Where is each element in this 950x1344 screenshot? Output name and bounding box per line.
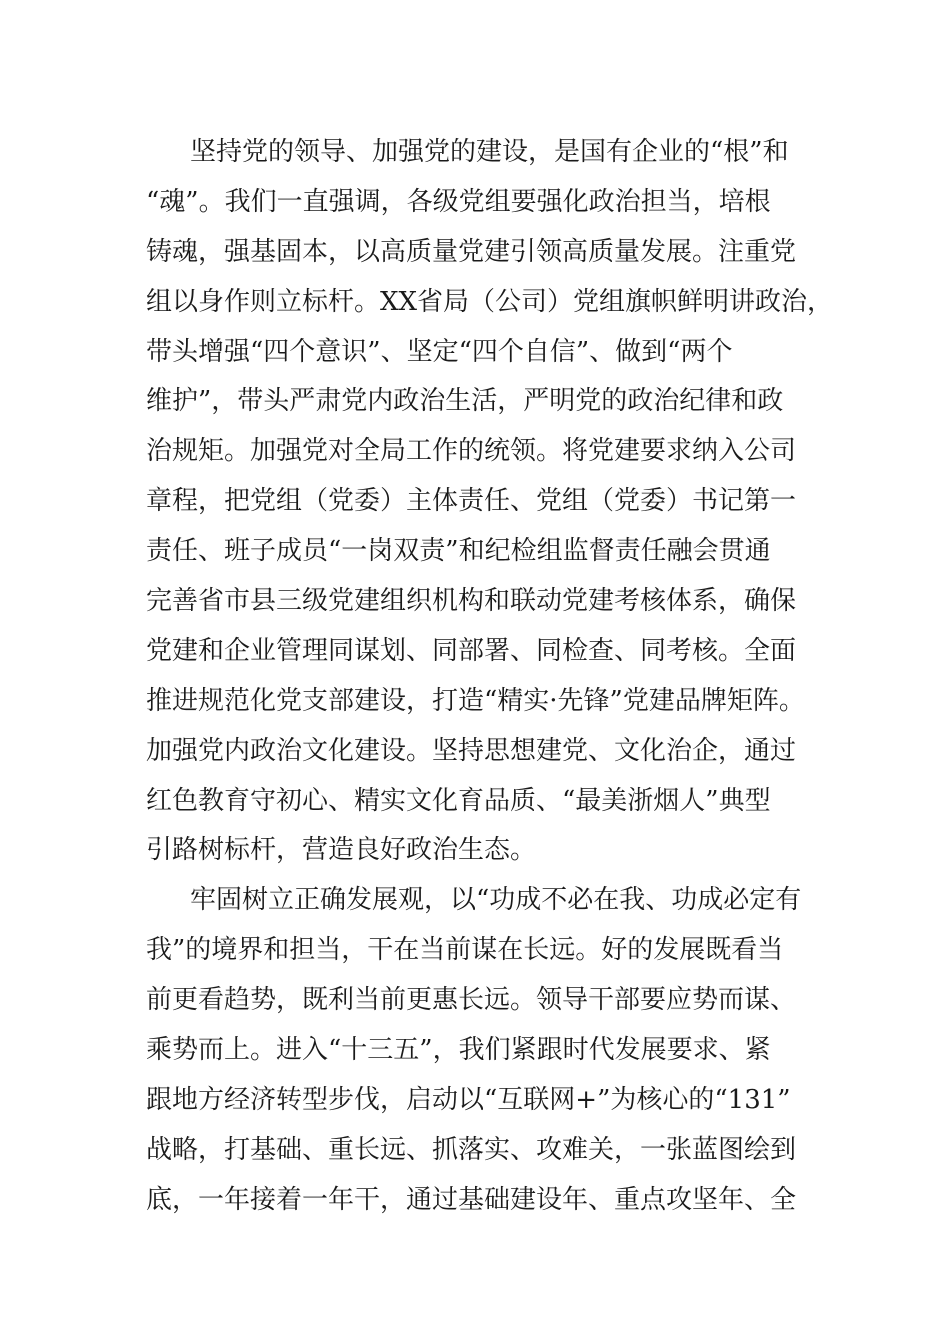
text-line: 铸魂，强基固本，以高质量党建引领高质量发展。注重党 (146, 236, 797, 267)
text-line: 加强党内政治文化建设。坚持思想建党、文化治企，通过 (146, 735, 797, 766)
text-line: 坚持党的领导、加强党的建设，是国有企业的“根”和 (190, 137, 789, 167)
text-line: 章程，把党组（党委）主体责任、党组（党委）书记第一 (146, 486, 797, 517)
text-line: 维护”，带头严肃党内政治生活，严明党的政治纪律和政 (146, 386, 784, 417)
paragraph-2 (146, 876, 836, 1225)
text-line: 前更看趋势，既利当前更惠长远。领导干部要应势而谋、 (146, 985, 797, 1016)
text-line: 推进规范化党支部建设，打造“精实·先锋”党建品牌矩阵。 (146, 685, 805, 716)
paragraph-1 (146, 128, 836, 876)
text-line: 带头增强“四个意识”、坚定“四个自信”、做到“两个 (146, 336, 733, 367)
text-line: 我”的境界和担当，干在当前谋在长远。好的发展既看当 (146, 935, 784, 966)
text-line: 底，一年接着一年干，通过基础建设年、重点攻坚年、全 (146, 1184, 797, 1215)
text-line: 乘势而上。进入“十三五”，我们紧跟时代发展要求、紧 (146, 1035, 771, 1066)
text-line: 完善省市县三级党建组织机构和联动党建考核体系，确保 (146, 586, 797, 617)
text-line: 治规矩。加强党对全局工作的统领。将党建要求纳入公司 (146, 436, 797, 467)
text-line: 引路树标杆，营造良好政治生态。 (146, 835, 537, 866)
text-line: 战略，打基础、重长远、抓落实、攻难关，一张蓝图绘到 (146, 1134, 797, 1165)
document-body (146, 128, 836, 1226)
text-line: “魂”。我们一直强调，各级党组要强化政治担当，培根 (146, 186, 771, 217)
text-line: 党建和企业管理同谋划、同部署、同检查、同考核。全面 (146, 635, 797, 666)
text-line: 红色教育守初心、精实文化育品质、“最美浙烟人”典型 (146, 785, 771, 816)
text-line: 跟地方经济转型步伐，启动以“互联网+”为核心的“131” (146, 1084, 791, 1115)
text-line: 责任、班子成员“一岗双责”和纪检组监督责任融会贯通 (146, 536, 771, 567)
text-line: 组以身作则立标杆。XX省局（公司）党组旗帜鲜明讲政治， (146, 286, 834, 317)
text-line: 牢固树立正确发展观，以“功成不必在我、功成必定有 (190, 885, 802, 916)
